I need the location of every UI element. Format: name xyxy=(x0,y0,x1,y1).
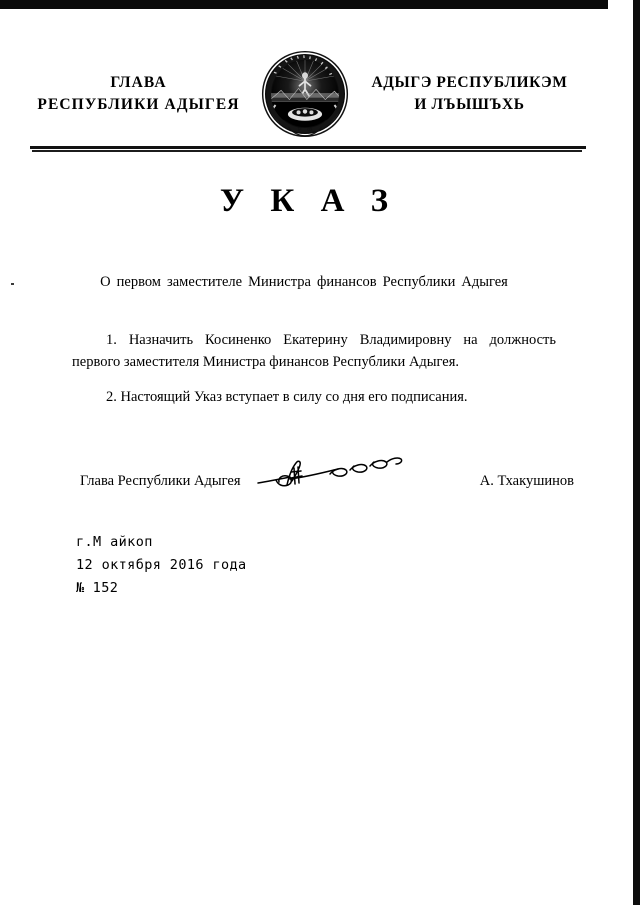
scan-artifact-right-edge xyxy=(633,0,640,905)
header-adyghe-line-2: И ЛЪЫШЪХЬ xyxy=(414,96,525,113)
header-title-russian xyxy=(26,72,257,116)
document-title: У К А З xyxy=(219,183,398,219)
coat-of-arms-of-adygea-icon xyxy=(259,48,351,140)
footer-date: 12 октября 2016 года xyxy=(76,557,247,574)
document-subject: О первом заместителе Министра финансов Республики Адыгея xyxy=(100,274,508,290)
header-russian-line-2: РЕСПУБЛИКИ АДЫГЕЯ xyxy=(37,96,240,113)
numero-sign: № xyxy=(76,580,85,597)
header-title-adyghe xyxy=(353,72,582,116)
svg-text:Ф: Ф xyxy=(306,126,313,134)
handwritten-signature-icon xyxy=(256,452,406,494)
header-russian-line-1: ГЛАВА xyxy=(110,74,167,91)
footer-number xyxy=(76,577,247,600)
footer-number-value: 152 xyxy=(92,580,119,597)
signatory-name: А. Тхакушинов xyxy=(479,473,574,489)
clause-2: 2. Настоящий Указ вступает в силу со дня его подписания. xyxy=(106,389,468,405)
signature-block xyxy=(80,466,574,506)
header-divider-thin-line xyxy=(32,150,582,152)
document-footer xyxy=(76,531,247,601)
clause-1: 1. Назначить Косиненко Екатерину Владимировну на должность первого заместителя Министра финансов Республики Адыгея. xyxy=(72,332,556,371)
svg-text:Р: Р xyxy=(297,126,302,134)
header-adyghe-line-1: АДЫГЭ РЕСПУБЛИКЭМ xyxy=(371,74,568,91)
header-divider xyxy=(30,146,586,154)
svg-text:РЕСПУБЛИКЭР АДЫГЭ xyxy=(259,48,303,49)
header-divider-thick-line xyxy=(30,146,586,149)
signatory-title: Глава Республики Адыгея xyxy=(80,473,241,489)
footer-place: г.М айкоп xyxy=(76,534,153,550)
document-header xyxy=(0,48,608,140)
